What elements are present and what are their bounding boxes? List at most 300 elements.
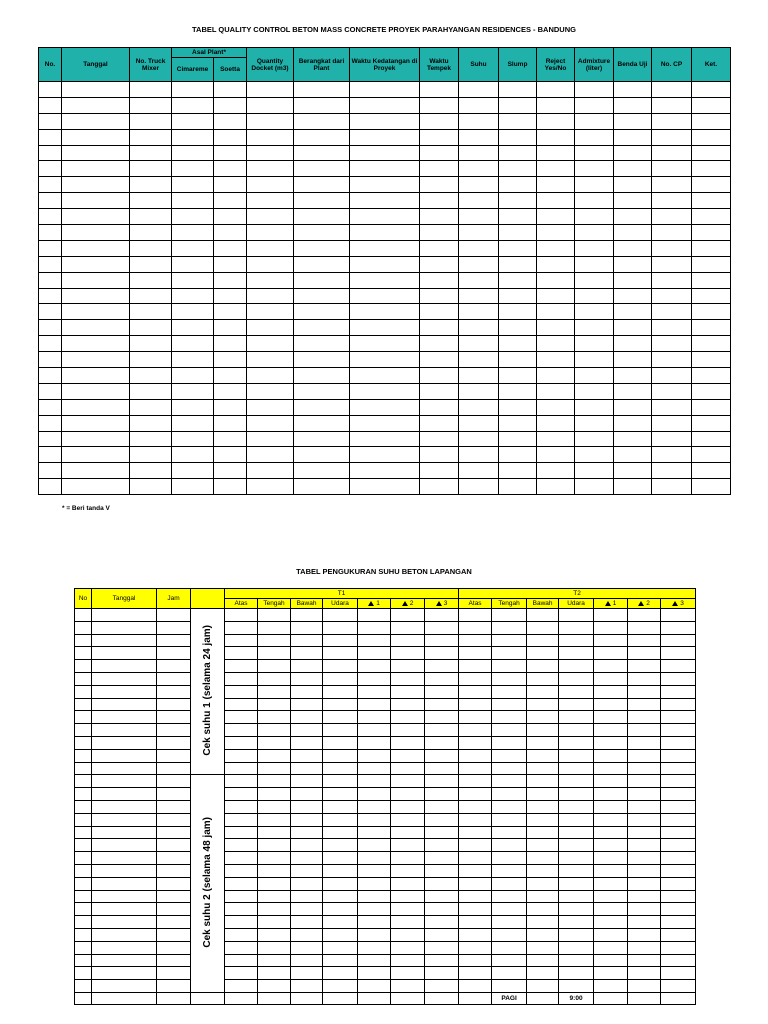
table-row <box>75 621 696 634</box>
table-cell <box>527 928 559 941</box>
table-cell <box>661 852 696 865</box>
table-cell <box>492 954 527 967</box>
table-cell <box>323 621 358 634</box>
table-cell <box>575 97 614 113</box>
table-cell <box>225 967 258 980</box>
table-cell <box>291 967 323 980</box>
col-slump: Slump <box>499 48 537 82</box>
table-cell <box>391 685 425 698</box>
table-cell <box>594 890 628 903</box>
table-cell <box>692 97 731 113</box>
table-cell <box>92 800 157 813</box>
table-cell <box>559 954 594 967</box>
table-cell <box>628 864 661 877</box>
table-cell <box>258 724 291 737</box>
table-cell <box>594 864 628 877</box>
table-cell <box>499 177 537 193</box>
table-cell <box>527 864 559 877</box>
sub-col-header <box>391 599 425 609</box>
table-cell <box>537 399 575 415</box>
table-cell <box>628 813 661 826</box>
table-cell <box>537 161 575 177</box>
table-cell <box>537 368 575 384</box>
table-cell <box>527 736 559 749</box>
table-row <box>75 698 696 711</box>
table-cell <box>92 672 157 685</box>
triangle-icon <box>402 601 408 606</box>
table-cell <box>214 240 247 256</box>
table-cell <box>459 967 492 980</box>
table-cell <box>62 82 130 98</box>
table-cell <box>492 852 527 865</box>
table-cell <box>661 980 696 993</box>
table-cell <box>157 724 191 737</box>
table-cell <box>291 724 323 737</box>
table-cell <box>459 749 492 762</box>
table-cell <box>537 415 575 431</box>
table-cell <box>92 762 157 775</box>
table-cell <box>459 288 499 304</box>
table-cell <box>247 447 294 463</box>
table-cell <box>499 288 537 304</box>
table-cell <box>559 800 594 813</box>
col-no: No. <box>39 48 62 82</box>
table-cell <box>459 698 492 711</box>
table-cell <box>294 240 350 256</box>
table-cell <box>130 368 172 384</box>
table-cell <box>247 82 294 98</box>
table-cell <box>661 903 696 916</box>
table-cell <box>425 621 459 634</box>
table-cell <box>527 762 559 775</box>
table-cell <box>157 954 191 967</box>
table-cell <box>247 479 294 495</box>
table-cell <box>537 97 575 113</box>
table-cell <box>157 609 191 622</box>
table-row <box>75 800 696 813</box>
table-cell <box>425 941 459 954</box>
table-cell <box>425 813 459 826</box>
table-cell <box>628 672 661 685</box>
table-cell <box>614 225 652 241</box>
table-cell <box>652 129 692 145</box>
table-cell <box>358 762 391 775</box>
table-cell <box>527 916 559 929</box>
table-cell <box>459 980 492 993</box>
table-cell <box>391 826 425 839</box>
table-cell <box>157 788 191 801</box>
table-cell <box>559 941 594 954</box>
table-cell <box>39 177 62 193</box>
table-cell <box>92 980 157 993</box>
col-benda-uji: Benda Uji <box>614 48 652 82</box>
table-cell <box>425 890 459 903</box>
table-cell <box>594 711 628 724</box>
table-cell <box>425 724 459 737</box>
table-cell <box>559 672 594 685</box>
table-cell <box>323 877 358 890</box>
table-row <box>75 864 696 877</box>
table-cell <box>172 97 214 113</box>
table-cell <box>527 609 559 622</box>
table-cell <box>391 609 425 622</box>
table-cell <box>652 145 692 161</box>
table-cell <box>425 762 459 775</box>
table-cell <box>652 193 692 209</box>
table-cell <box>692 336 731 352</box>
table-cell <box>692 225 731 241</box>
table-cell <box>92 813 157 826</box>
table-cell <box>75 903 92 916</box>
table-cell <box>130 256 172 272</box>
table-cell <box>172 272 214 288</box>
table-cell <box>358 903 391 916</box>
table-cell <box>258 800 291 813</box>
table-cell <box>527 749 559 762</box>
table-cell <box>499 320 537 336</box>
table-row <box>39 447 731 463</box>
table-cell <box>559 660 594 673</box>
table-cell <box>291 621 323 634</box>
table-cell <box>39 145 62 161</box>
table-cell <box>130 97 172 113</box>
sub-col-label: Atas <box>468 600 482 607</box>
table-cell <box>75 839 92 852</box>
table-cell <box>459 609 492 622</box>
table-cell <box>350 145 420 161</box>
table-cell <box>459 916 492 929</box>
table-cell <box>350 272 420 288</box>
table-cell <box>294 368 350 384</box>
table-cell <box>92 903 157 916</box>
table-cell <box>652 240 692 256</box>
table-cell <box>559 852 594 865</box>
table-row <box>39 256 731 272</box>
table-cell <box>225 864 258 877</box>
table-cell <box>62 415 130 431</box>
table-row <box>39 161 731 177</box>
table-cell <box>92 711 157 724</box>
table-cell <box>214 145 247 161</box>
table-cell <box>575 463 614 479</box>
table-cell <box>294 447 350 463</box>
table-cell <box>420 383 459 399</box>
table-cell <box>214 97 247 113</box>
col-tanggal: Tanggal <box>62 48 130 82</box>
table-cell <box>291 788 323 801</box>
table-row <box>39 304 731 320</box>
table-cell <box>75 775 92 788</box>
table-cell <box>62 431 130 447</box>
table-cell <box>652 383 692 399</box>
table-cell <box>692 161 731 177</box>
table-cell <box>225 685 258 698</box>
table-cell <box>692 399 731 415</box>
col-ket: Ket. <box>692 48 731 82</box>
table-cell <box>499 161 537 177</box>
table-cell <box>391 788 425 801</box>
table-cell <box>692 415 731 431</box>
table-cell <box>157 877 191 890</box>
table-cell <box>291 749 323 762</box>
table-cell <box>492 980 527 993</box>
table-cell <box>692 177 731 193</box>
table-cell <box>130 431 172 447</box>
table-cell <box>575 368 614 384</box>
table-cell <box>62 399 130 415</box>
table-cell <box>130 272 172 288</box>
table-cell <box>661 647 696 660</box>
table-cell <box>247 113 294 129</box>
table-cell <box>214 368 247 384</box>
table-cell <box>323 736 358 749</box>
table-cell <box>62 209 130 225</box>
table-cell <box>459 447 499 463</box>
table-cell <box>537 240 575 256</box>
table-cell <box>92 621 157 634</box>
table-cell <box>247 383 294 399</box>
table-cell <box>575 288 614 304</box>
table-cell <box>661 877 696 890</box>
table-cell <box>358 826 391 839</box>
table-cell <box>358 634 391 647</box>
table-cell <box>459 82 499 98</box>
table-cell <box>75 724 92 737</box>
table-cell <box>628 711 661 724</box>
table-cell <box>225 826 258 839</box>
table-cell <box>39 447 62 463</box>
table-cell <box>499 368 537 384</box>
table-cell <box>499 431 537 447</box>
table-row <box>39 97 731 113</box>
table-cell <box>350 129 420 145</box>
table-cell <box>614 145 652 161</box>
table-cell <box>661 609 696 622</box>
table-cell <box>425 928 459 941</box>
table-cell <box>92 685 157 698</box>
table-cell <box>323 634 358 647</box>
col-admixture: Admixture (liter) <box>575 48 614 82</box>
table-cell <box>420 399 459 415</box>
table-cell <box>425 685 459 698</box>
table-cell <box>172 288 214 304</box>
table-cell <box>62 113 130 129</box>
table-cell <box>258 877 291 890</box>
footer-row <box>75 992 696 1004</box>
table-cell <box>420 145 459 161</box>
table-cell <box>661 672 696 685</box>
table-cell <box>459 320 499 336</box>
table-cell <box>692 320 731 336</box>
table-cell <box>258 672 291 685</box>
table-cell <box>628 724 661 737</box>
table-cell <box>350 383 420 399</box>
table-cell <box>172 463 214 479</box>
table-cell <box>323 980 358 993</box>
table-cell <box>350 225 420 241</box>
table-cell <box>661 839 696 852</box>
table-cell <box>652 288 692 304</box>
table-cell <box>391 916 425 929</box>
table-cell <box>323 813 358 826</box>
table-cell <box>537 272 575 288</box>
table-cell <box>537 336 575 352</box>
table-cell <box>157 941 191 954</box>
table-cell <box>62 463 130 479</box>
table-cell <box>499 97 537 113</box>
table-cell <box>247 209 294 225</box>
table-cell <box>492 890 527 903</box>
table-cell <box>499 209 537 225</box>
table-cell <box>92 864 157 877</box>
table-cell <box>214 113 247 129</box>
table-cell <box>130 225 172 241</box>
sub-col-header <box>594 599 628 609</box>
table-cell <box>459 193 499 209</box>
table-cell <box>492 672 527 685</box>
table-cell <box>39 415 62 431</box>
table-cell <box>628 660 661 673</box>
table-row <box>39 383 731 399</box>
table-cell <box>291 954 323 967</box>
table-cell <box>594 800 628 813</box>
sub-col-header <box>559 599 594 609</box>
table-cell <box>294 431 350 447</box>
table-cell <box>628 621 661 634</box>
table-cell <box>459 621 492 634</box>
table-cell <box>214 209 247 225</box>
table-cell <box>459 383 499 399</box>
table-cell <box>323 647 358 660</box>
table-cell <box>594 941 628 954</box>
table-cell <box>425 647 459 660</box>
table-cell <box>247 352 294 368</box>
table-cell <box>420 97 459 113</box>
table-cell <box>459 826 492 839</box>
table-cell <box>391 928 425 941</box>
table-cell <box>130 288 172 304</box>
cek-suhu-2-label: Cek suhu 2 (selama 48 jam) <box>202 817 213 948</box>
table-cell <box>628 762 661 775</box>
table-cell <box>499 193 537 209</box>
table-cell <box>225 992 258 1004</box>
table-cell <box>499 336 537 352</box>
table-cell <box>294 415 350 431</box>
table-cell <box>628 698 661 711</box>
table-row <box>75 903 696 916</box>
table-cell <box>172 320 214 336</box>
table-cell <box>575 336 614 352</box>
cek-suhu-1-label: Cek suhu 1 (selama 24 jam) <box>202 625 213 756</box>
table-cell <box>459 660 492 673</box>
table-cell <box>291 928 323 941</box>
table-cell <box>575 304 614 320</box>
table-cell <box>294 288 350 304</box>
table-cell <box>459 941 492 954</box>
table-row <box>39 240 731 256</box>
col-no: No <box>75 589 92 609</box>
table-cell <box>291 813 323 826</box>
table-row <box>75 967 696 980</box>
table-cell <box>225 980 258 993</box>
table-cell <box>459 852 492 865</box>
table-cell <box>459 240 499 256</box>
table-cell <box>594 685 628 698</box>
table-row <box>39 415 731 431</box>
table-cell <box>425 749 459 762</box>
table-cell <box>247 161 294 177</box>
table-cell <box>692 368 731 384</box>
table-row <box>75 724 696 737</box>
table-cell <box>157 711 191 724</box>
table-cell <box>258 864 291 877</box>
table-cell <box>391 839 425 852</box>
table-cell <box>247 129 294 145</box>
table-cell <box>258 839 291 852</box>
table-cell <box>214 431 247 447</box>
table-cell <box>459 161 499 177</box>
table-cell <box>350 368 420 384</box>
table-cell <box>391 813 425 826</box>
table-cell <box>661 967 696 980</box>
table-cell <box>291 672 323 685</box>
table-cell <box>130 129 172 145</box>
table-cell <box>575 193 614 209</box>
table-cell <box>92 775 157 788</box>
table-cell <box>157 890 191 903</box>
table-cell <box>350 399 420 415</box>
table-row <box>75 826 696 839</box>
table-cell <box>537 320 575 336</box>
table-cell <box>157 967 191 980</box>
table-cell <box>92 609 157 622</box>
table-cell <box>172 240 214 256</box>
table-cell <box>92 877 157 890</box>
table-cell <box>661 762 696 775</box>
table-cell <box>225 621 258 634</box>
table-cell <box>614 352 652 368</box>
table-cell <box>214 463 247 479</box>
table-row <box>39 479 731 495</box>
table-cell <box>258 647 291 660</box>
table-cell <box>39 399 62 415</box>
table-cell <box>459 479 499 495</box>
table-cell <box>62 336 130 352</box>
table-cell <box>537 113 575 129</box>
table-cell <box>492 685 527 698</box>
table-cell <box>492 749 527 762</box>
table-cell <box>652 431 692 447</box>
table-cell <box>492 788 527 801</box>
table-cell <box>258 852 291 865</box>
table-cell <box>594 762 628 775</box>
table-cell <box>459 431 499 447</box>
table-cell <box>652 177 692 193</box>
table-cell <box>225 813 258 826</box>
table-cell <box>652 209 692 225</box>
table-cell <box>214 447 247 463</box>
table-cell <box>258 890 291 903</box>
table-cell <box>323 749 358 762</box>
table-cell <box>130 82 172 98</box>
table-cell <box>225 916 258 929</box>
table-cell <box>652 368 692 384</box>
table-row <box>75 916 696 929</box>
table-cell <box>499 129 537 145</box>
table-cell <box>130 304 172 320</box>
table-cell <box>614 240 652 256</box>
table-cell <box>247 193 294 209</box>
